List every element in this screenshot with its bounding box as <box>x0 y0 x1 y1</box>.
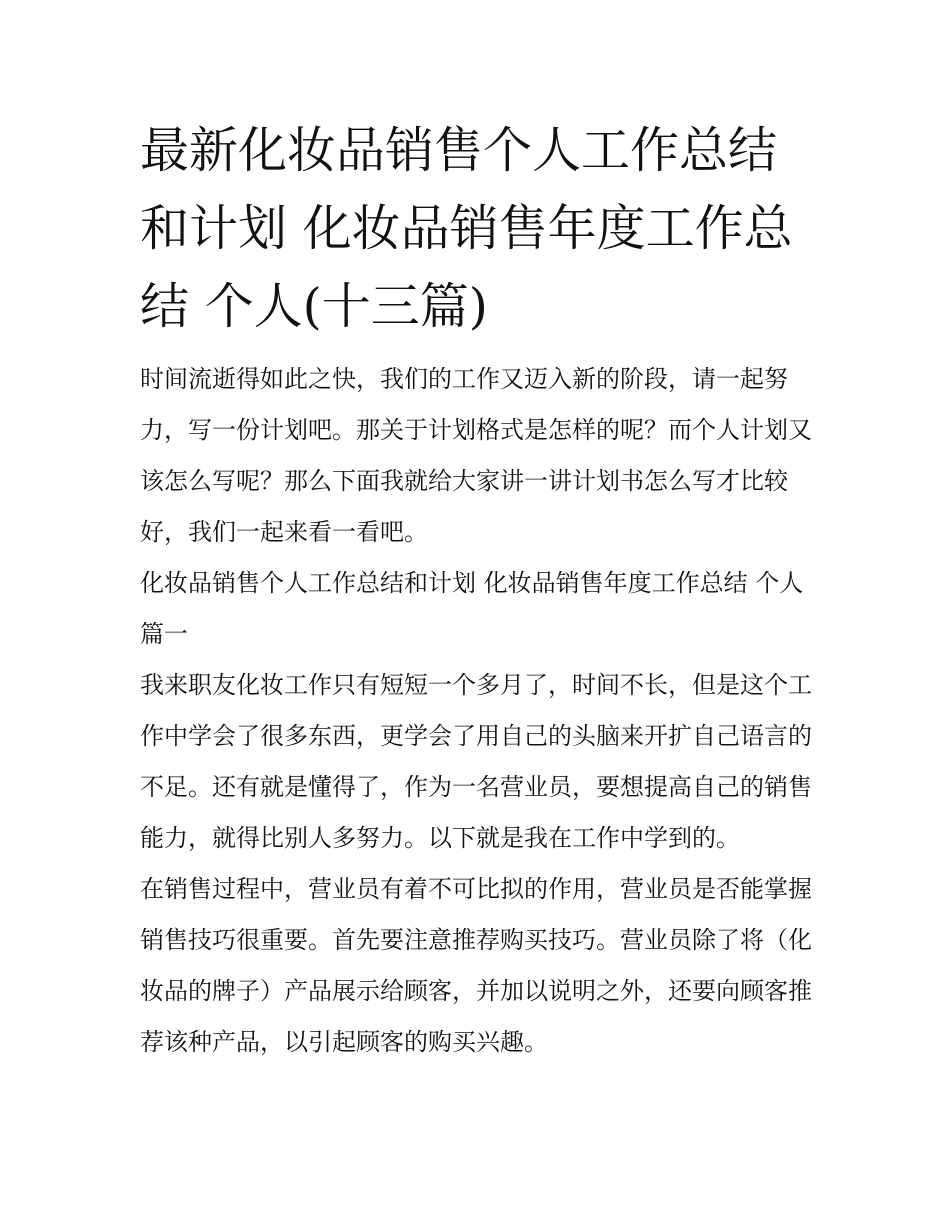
document-title: 最新化妆品销售个人工作总结和计划 化妆品销售年度工作总结 个人(十三篇) <box>140 122 793 335</box>
section-heading: 化妆品销售个人工作总结和计划 化妆品销售年度工作总结 个人篇一 <box>140 569 804 648</box>
document-body <box>140 112 812 1068</box>
intro-paragraph: 时间流逝得如此之快，我们的工作又迈入新的阶段，请一起努力，写一份计划吧。那关于计划格式是怎样的呢？而个人计划又该怎么写呢？那么下面我就给大家讲一讲计划书怎么写才比较好，我们一起来看一看吧。 <box>140 365 812 546</box>
body-paragraph: 在销售过程中，营业员有着不可比拟的作用，营业员是否能掌握销售技巧很重要。首先要注意推荐购买技巧。营业员除了将（化妆品的牌子）产品展示给顾客，并加以说明之外，还要向顾客推荐该种产品，以引起顾客的购买兴趣。 <box>140 875 812 1056</box>
body-paragraph: 我来职友化妆工作只有短短一个多月了，时间不长，但是这个工作中学会了很多东西，更学会了用自己的头脑来开扩自己语言的不足。还有就是懂得了，作为一名营业员，要想提高自己的销售能力，就得比别人多努力。以下就是我在工作中学到的。 <box>140 671 812 852</box>
